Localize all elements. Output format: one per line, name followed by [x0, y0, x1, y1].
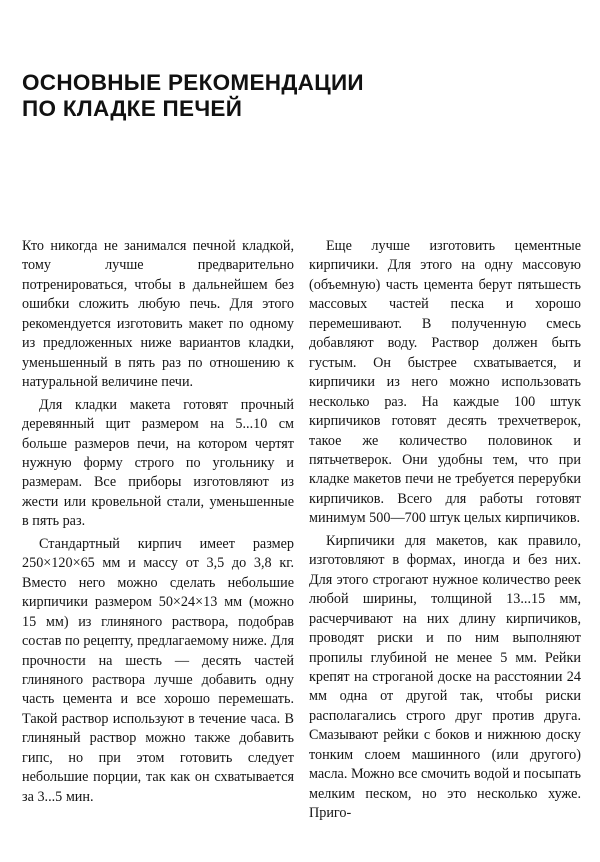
paragraph-cement: Еще лучше изготовить цементные кирпичики. Для этого на одну массовую (объемную) часть цемента берут пятьшесть массовых частей песка и хорошо перемешивают. В полученную смесь добавляют воду. Раствор должен быть густым. Он быстрее схватывается, и кирпичики из него можно использовать несколько раз. На каждые 100 штук кирпичиков готовят десять трехчетверок, такое же количество половинок и пятьчетверок. Они удобны тем, что при кладке макетов печи не требуется перерубки кирпичиков. Всего для работы готовят минимум 500—700 штук целых кирпичиков. [309, 238, 581, 527]
paragraph-brick: Стандартный кирпич имеет размер 250×120×65 мм и массу от 3,5 до 3,8 кг. Вместо него можно сделать небольшие кирпичики размером 50×24×13 мм (можно 15 мм) из глиняного раствора, подобрав состав по рецепту, предлагаемому ниже. Для прочности на шесть — десять частей глиняного раствора лучше добавить одну часть цемента и все хорошо перемешать. Такой раствор используют в течение часа. В глиняный раствор можно также добавить гипс, но при этом готовить следует небольшие порции, так как он схватывается за 3...5 мин. [22, 535, 294, 805]
paragraph-intro: Кто никогда не занимался печной кладкой, тому лучше предварительно потренироваться, чтобы в дальнейшем без ошибки сложить любую печь. Для этого рекомендуется изготовить макет по одному из предложенных ниже вариантов кладки, уменьшенный в пять раз по отношению к натуральной величине печи. [22, 238, 294, 391]
right-column [309, 237, 581, 827]
title-line-1: ОСНОВНЫЕ РЕКОМЕНДАЦИИ [22, 70, 364, 95]
page-title [22, 70, 364, 122]
title-line-2: ПО КЛАДКЕ ПЕЧЕЙ [22, 96, 243, 121]
paragraph-forms: Кирпичики для макетов, как правило, изготовляют в формах, иногда и без них. Для этого строгают нужное количество реек любой ширины, толщиной 13...15 мм, расчерчивают на них длину кирпичиков, проводят риски и по ним выполняют пропилы глубиной не менее 5 мм. Рейки крепят на строганой доске на расстоянии 24 мм одна от другой так, чтобы риски располагались строго друг против друга. Смазывают рейки с боков и нижнюю доску тонким слоем машинного (или другого) масла. Можно все смочить водой и посыпать мелким песком, но это несколько хуже. Приго- [309, 532, 581, 822]
paragraph-board: Для кладки макета готовят прочный деревянный щит размером на 5...10 см больше размеров печи, на котором чертят нужную форму строго по угольнику и размерам. Все приборы изготовляют из жести или кровельной стали, уменьшенные в пять раз. [22, 396, 294, 530]
left-column [22, 237, 294, 810]
